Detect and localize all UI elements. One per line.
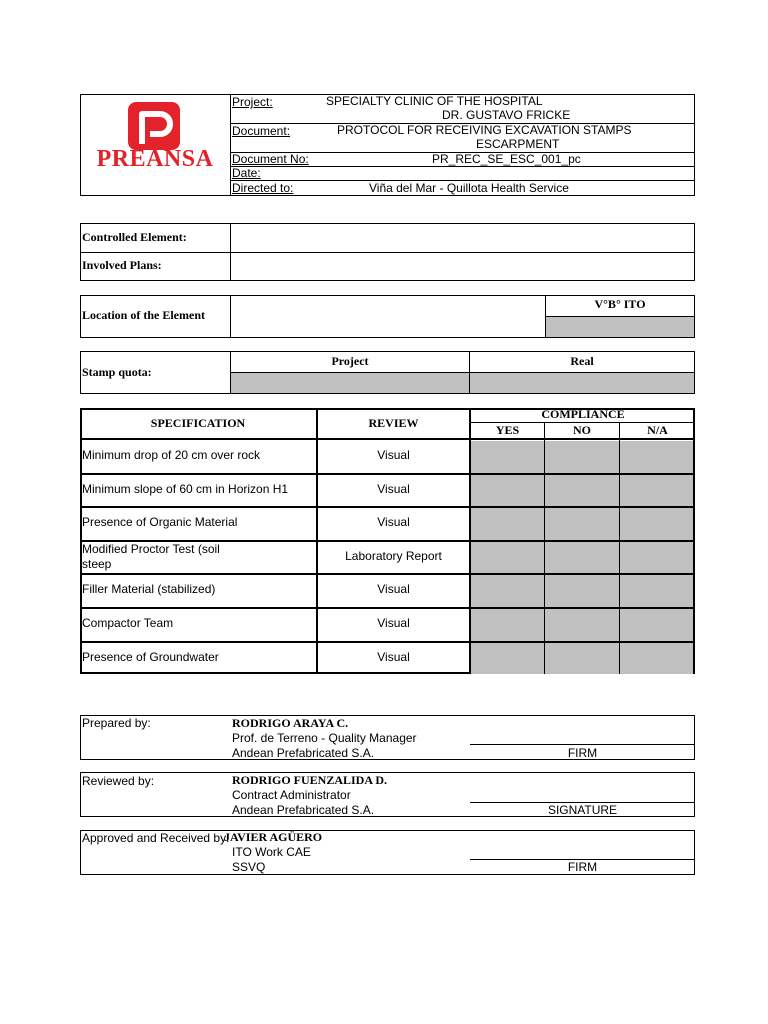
compliance-no-cell[interactable] xyxy=(545,441,619,473)
compliance-no-cell[interactable] xyxy=(545,575,619,607)
stamp-project-label: Project xyxy=(331,354,369,368)
compliance-no-cell[interactable] xyxy=(545,609,619,641)
date-label: Date: xyxy=(232,166,261,180)
document-label: Document: xyxy=(232,124,291,138)
compliance-yes-cell[interactable] xyxy=(471,575,544,607)
header-line xyxy=(230,166,695,167)
col-compliance-header: COMPLIANCE xyxy=(541,407,625,421)
review-cell: Visual xyxy=(377,582,410,597)
approved-label: Approved and Received by: xyxy=(82,831,230,845)
spec-header-line xyxy=(80,438,695,440)
col-yes-header: YES xyxy=(495,423,520,437)
review-cell: Laboratory Report xyxy=(345,548,442,563)
compliance-na-cell[interactable] xyxy=(620,575,693,607)
prepared-label: Prepared by: xyxy=(82,716,151,730)
vb-ito-label: V°B° ITO xyxy=(594,297,646,311)
approved-sign-label: FIRM xyxy=(567,860,598,874)
compliance-yes-cell[interactable] xyxy=(471,441,544,473)
prepared-name: RODRIGO ARAYA C. xyxy=(232,716,349,730)
compliance-yes-cell[interactable] xyxy=(471,542,544,574)
review-cell: Visual xyxy=(377,515,410,530)
col-na-header: N/A xyxy=(647,423,668,437)
review-cell: Visual xyxy=(377,649,410,664)
controlled-hline xyxy=(80,252,695,253)
review-cell: Visual xyxy=(377,616,410,630)
compliance-no-cell[interactable] xyxy=(545,475,619,507)
directed-value: Viña del Mar - Quillota Health Service xyxy=(369,181,569,195)
prepared-company: Andean Prefabricated S.A. xyxy=(232,746,375,760)
col-review-header: REVIEW xyxy=(368,416,419,430)
review-cell: Visual xyxy=(377,448,410,462)
plans-label: Involved Plans: xyxy=(82,258,162,272)
prepared-role: Prof. de Terreno - Quality Manager xyxy=(232,731,417,745)
review-cell: Visual xyxy=(377,481,410,496)
prepared-sign-label: FIRM xyxy=(567,746,598,760)
compliance-na-cell[interactable] xyxy=(620,609,693,641)
logo-text: PREANSA xyxy=(96,146,214,172)
prepared-sign-line[interactable] xyxy=(470,744,695,745)
project-label: Project: xyxy=(232,95,273,109)
controlled-label: Controlled Element: xyxy=(82,230,187,244)
compliance-no-cell[interactable] xyxy=(545,643,619,675)
compliance-na-cell[interactable] xyxy=(620,643,693,675)
stamp-real-box[interactable] xyxy=(470,372,694,393)
spec-cell: Filler Material (stabilized) xyxy=(82,582,216,597)
approved-name: JAVIER AGÜERO xyxy=(224,830,323,844)
compliance-na-cell[interactable] xyxy=(620,542,693,574)
spec-cell: Presence of Organic Material xyxy=(82,515,238,530)
docno-label: Document No: xyxy=(232,152,309,166)
document-line2: ESCARPMENT xyxy=(476,137,560,151)
compliance-yes-cell[interactable] xyxy=(471,508,544,540)
compliance-no-cell[interactable] xyxy=(545,508,619,540)
project-line1: SPECIALTY CLINIC OF THE HOSPITAL xyxy=(326,94,543,108)
compliance-na-cell[interactable] xyxy=(620,508,693,540)
col-no-header: NO xyxy=(573,423,591,437)
compliance-na-cell[interactable] xyxy=(620,441,693,473)
reviewed-sign-label: SIGNATURE xyxy=(547,803,618,817)
directed-label: Directed to: xyxy=(232,181,294,195)
stamp-project-box[interactable] xyxy=(231,372,469,393)
reviewed-label: Reviewed by: xyxy=(82,774,155,788)
docno-value: PR_REC_SE_ESC_001_pc xyxy=(432,152,581,166)
spec-cell: Modified Proctor Test (soil xyxy=(82,541,220,556)
compliance-yes-cell[interactable] xyxy=(471,609,544,641)
col-spec-header: SPECIFICATION xyxy=(150,416,246,430)
location-divider xyxy=(230,295,231,338)
stamp-label: Stamp quota: xyxy=(82,365,152,379)
approved-role: ITO Work CAE xyxy=(232,845,311,859)
compliance-yes-cell[interactable] xyxy=(471,643,544,675)
stamp-real-label: Real xyxy=(570,354,594,368)
document-line1: PROTOCOL FOR RECEIVING EXCAVATION STAMPS xyxy=(337,123,632,137)
reviewed-name: RODRIGO FUENZALIDA D. xyxy=(232,773,388,787)
vb-ito-box[interactable] xyxy=(546,316,694,337)
reviewed-role: Contract Administrator xyxy=(232,788,351,802)
spec-cell: Presence of Groundwater xyxy=(82,649,219,664)
approved-company: SSVQ xyxy=(232,860,266,874)
spec-cell: Minimum slope of 60 cm in Horizon H1 xyxy=(82,481,289,496)
compliance-yes-cell[interactable] xyxy=(471,475,544,507)
project-line2: DR. GUSTAVO FRICKE xyxy=(442,108,571,122)
spec-cell: Compactor Team xyxy=(82,616,174,630)
location-label: Location of the Element xyxy=(82,308,205,322)
spec-cell: Minimum drop of 20 cm over rock xyxy=(82,448,261,462)
compliance-na-cell[interactable] xyxy=(620,475,693,507)
reviewed-company: Andean Prefabricated S.A. xyxy=(232,803,375,817)
spec-cell-line2: steep xyxy=(82,556,112,571)
compliance-no-cell[interactable] xyxy=(545,542,619,574)
